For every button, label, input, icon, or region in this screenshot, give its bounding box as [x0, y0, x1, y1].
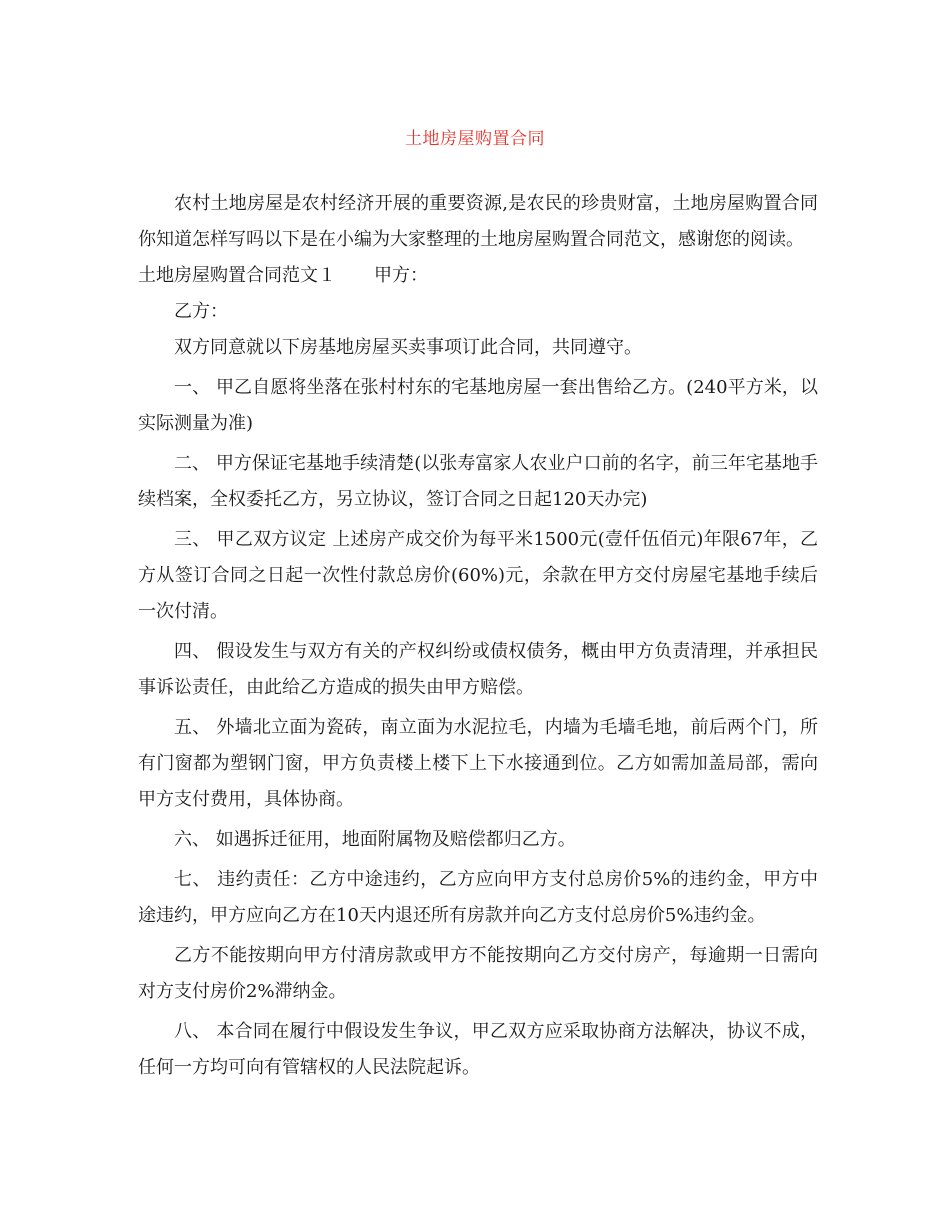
clause-4: 四、 假设发生与双方有关的产权纠纷或债权债务，概由甲方负责清理，并承担民事诉讼责任，由此给乙方造成的损失由甲方赔偿。 [138, 641, 818, 698]
document-title: 土地房屋购置合同 [405, 129, 545, 149]
document-body [138, 186, 818, 1086]
clause-6: 六、 如遇拆迁征用，地面附属物及赔偿都归乙方。 [174, 829, 576, 850]
party-b-label: 乙方： [174, 301, 228, 322]
clause-1: 一、 甲乙自愿将坐落在张村村东的宅基地房屋一套出售给乙方。(240平方米，以实际测量为准) [138, 377, 818, 434]
clause-7: 七、 违约责任：乙方中途违约，乙方应向甲方支付总房价5%的违约金，甲方中途违约，甲方应向乙方在10天内退还所有房款并向乙方支付总房价5%违约金。 [138, 869, 818, 926]
clause-8: 八、 本合同在履行中假设发生争议，甲乙双方应采取协商方法解决，协议不成，任何一方均可向有管辖权的人民法院起诉。 [138, 1021, 818, 1078]
sample-heading: 土地房屋购置合同范文１ [138, 265, 336, 286]
intro-paragraph: 农村土地房屋是农村经济开展的重要资源,是农民的珍贵财富，土地房屋购置合同你知道怎样写吗以下是在小编为大家整理的土地房屋购置合同范文，感谢您的阅读。 [138, 193, 818, 250]
clause-3: 三、 甲乙双方议定 上述房产成交价为每平米1500元(壹仟伍佰元)年限67年，乙方从签订合同之日起一次性付款总房价(60%)元，余款在甲方交付房屋宅基地手续后一次付清。 [138, 529, 818, 622]
clause-5: 五、 外墙北立面为瓷砖，南立面为水泥拉毛，内墙为毛墙毛地，前后两个门，所有门窗都为塑钢门窗，甲方负责楼上楼下上下水接通到位。乙方如需加盖局部，需向甲方支付费用，具体协商。 [138, 717, 818, 810]
party-a-label: 甲方： [374, 265, 428, 286]
clause-7-continued: 乙方不能按期向甲方付清房款或甲方不能按期向乙方交付房产，每逾期一日需向对方支付房价2%滞纳金。 [138, 945, 818, 1002]
agreement-paragraph: 双方同意就以下房基地房屋买卖事项订此合同，共同遵守。 [174, 337, 642, 358]
clause-2: 二、 甲方保证宅基地手续清楚(以张寿富家人农业户口前的名字，前三年宅基地手续档案，全权委托乙方，另立协议，签订合同之日起120天办完) [138, 453, 818, 510]
sample-heading-line [138, 258, 818, 294]
